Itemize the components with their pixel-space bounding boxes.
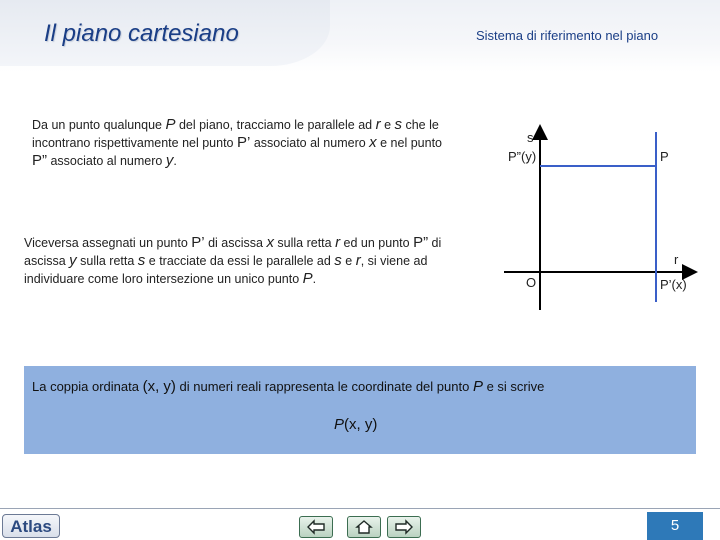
var-P-second: P” [413, 234, 429, 251]
page-title: Il piano cartesiano [44, 20, 239, 47]
text-run: di numeri reali rappresenta le coordinate del punto [175, 379, 473, 394]
footer-divider [0, 508, 720, 509]
text-run: La coppia ordinata [32, 379, 143, 394]
arrow-left-icon [300, 517, 332, 537]
text-run: del piano, tracciamo le parallele ad [175, 118, 376, 132]
label-P-prime: P’(x) [660, 277, 687, 292]
var-P: P [302, 270, 313, 287]
var-P-prime: P’ [237, 134, 251, 151]
var-P-second: P” [32, 152, 47, 169]
var-P: P [165, 116, 176, 133]
text-run: e tracciate da essi le parallele ad [145, 254, 335, 268]
home-button[interactable] [347, 516, 381, 538]
text-run: , si viene ad individuare come loro intersezione un unico punto [24, 254, 428, 286]
next-button[interactable] [387, 516, 421, 538]
box-text [32, 378, 544, 395]
coordinates-formula [334, 416, 377, 433]
var-r: r [355, 252, 361, 269]
text-run: che le incontrano rispettivamente nel punto [32, 118, 439, 150]
text-run: . [173, 154, 177, 168]
section-title: Sistema di riferimento nel piano [476, 28, 659, 43]
text-run: di ascissa [204, 236, 267, 250]
formula-point: P [334, 416, 345, 433]
var-x: x [266, 234, 274, 251]
text-run: e nel punto [376, 136, 442, 150]
var-y: y [165, 152, 174, 169]
text-run: e si scrive [482, 379, 545, 394]
text-run: sulla retta [273, 236, 336, 250]
text-run: e [380, 118, 395, 132]
var-s: s [394, 116, 402, 133]
page-number: 5 [647, 512, 703, 540]
ordered-pair: (x, y) [142, 378, 176, 395]
text-run: e [341, 254, 356, 268]
var-x: x [369, 134, 377, 151]
var-s: s [334, 252, 342, 269]
var-s: s [137, 252, 146, 269]
previous-button[interactable] [299, 516, 333, 538]
text-run: associato al numero [47, 154, 166, 168]
var-y: y [69, 252, 77, 269]
var-P: P [472, 378, 483, 395]
label-O: O [526, 275, 537, 290]
label-s: s [527, 130, 534, 145]
text-run: associato al numero [250, 136, 370, 150]
label-P-second: P”(y) [508, 149, 537, 164]
coordinate-diagram [500, 120, 700, 315]
var-r: r [375, 116, 381, 133]
text-run: ed un punto [340, 236, 414, 250]
home-icon [348, 517, 380, 537]
paragraph-converse [24, 234, 462, 288]
text-run: di ascissa [24, 236, 442, 268]
label-P: P [660, 149, 669, 164]
text-run: . [312, 272, 317, 286]
var-r: r [335, 234, 341, 251]
var-P-prime: P’ [191, 234, 205, 251]
text-run: Viceversa assegnati un punto [24, 236, 192, 250]
text-run: sulla retta [76, 254, 138, 268]
formula-args: (x, y) [344, 416, 378, 433]
atlas-logo[interactable]: Atlas [2, 514, 60, 538]
definition-box [24, 366, 696, 454]
text-run: Da un punto qualunque [32, 118, 166, 132]
arrow-right-icon [388, 517, 420, 537]
paragraph-definition [32, 116, 460, 170]
label-r: r [674, 252, 679, 267]
